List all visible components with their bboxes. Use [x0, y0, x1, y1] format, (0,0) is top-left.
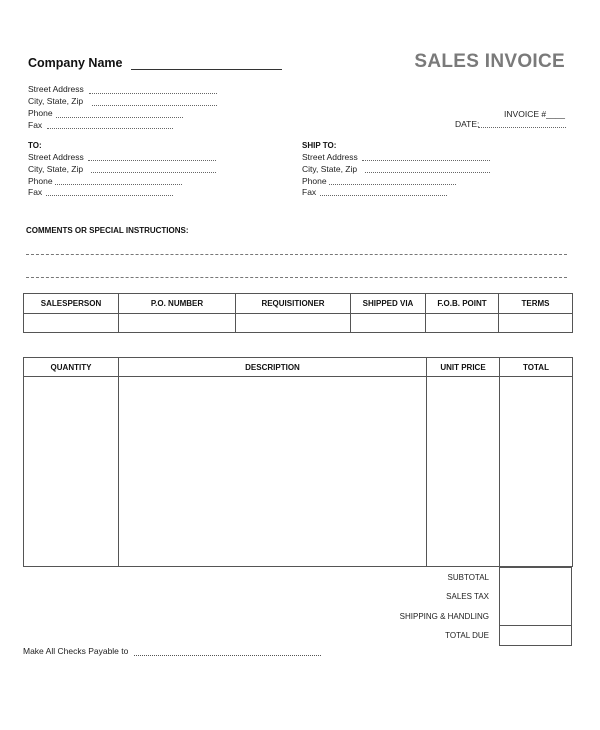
cell-salesperson[interactable] — [24, 314, 119, 333]
cell-description-column[interactable] — [119, 377, 427, 567]
total-due-label: TOTAL DUE — [445, 631, 489, 640]
header-fob-point: F.O.B. POINT — [426, 294, 499, 314]
date-label: DATE: — [455, 119, 480, 129]
header-total: TOTAL — [500, 358, 573, 377]
header-shipped-via: SHIPPED VIA — [351, 294, 426, 314]
company-city-label: City, State, Zip — [28, 96, 84, 106]
to-street-line[interactable] — [88, 160, 216, 161]
shipping-label: SHIPPING & HANDLING — [399, 612, 489, 621]
ship-to-street-label: Street Address — [302, 152, 358, 162]
header-terms: TERMS — [499, 294, 573, 314]
company-street-label: Street Address — [28, 84, 84, 94]
cell-shipped-via[interactable] — [351, 314, 426, 333]
cell-requisitioner[interactable] — [236, 314, 351, 333]
comments-line-1[interactable] — [26, 254, 567, 255]
to-city-line[interactable] — [91, 172, 216, 173]
total-due-divider — [499, 625, 572, 626]
company-fax-line[interactable] — [47, 128, 173, 129]
to-fax-line[interactable] — [46, 195, 173, 196]
ship-to-city-line[interactable] — [365, 172, 490, 173]
ship-to-heading: SHIP TO: — [302, 141, 337, 150]
comments-label: COMMENTS OR SPECIAL INSTRUCTIONS: — [26, 226, 189, 235]
ship-to-phone-label: Phone — [302, 176, 327, 186]
to-phone-line[interactable] — [55, 184, 182, 185]
summary-box[interactable] — [499, 567, 572, 646]
company-name-line[interactable] — [131, 69, 282, 70]
to-street-label: Street Address — [28, 152, 84, 162]
cell-fob-point[interactable] — [426, 314, 499, 333]
company-street-line[interactable] — [89, 93, 217, 94]
cell-quantity-column[interactable] — [24, 377, 119, 567]
date-line[interactable] — [478, 127, 566, 128]
header-description: DESCRIPTION — [119, 358, 427, 377]
company-fax-label: Fax — [28, 120, 43, 130]
ship-to-city-label: City, State, Zip — [302, 164, 358, 174]
company-city-line[interactable] — [92, 105, 217, 106]
to-phone-label: Phone — [28, 176, 53, 186]
cell-total-column[interactable] — [500, 377, 573, 567]
ship-to-street-line[interactable] — [362, 160, 490, 161]
ship-to-phone-line[interactable] — [329, 184, 456, 185]
company-name-label: Company Name — [28, 56, 123, 70]
to-fax-label: Fax — [28, 187, 43, 197]
comments-line-2[interactable] — [26, 277, 567, 278]
cell-po-number[interactable] — [119, 314, 236, 333]
header-requisitioner: REQUISITIONER — [236, 294, 351, 314]
subtotal-label: SUBTOTAL — [447, 573, 489, 582]
ship-to-fax-label: Fax — [302, 187, 317, 197]
company-phone-line[interactable] — [56, 117, 183, 118]
sales-tax-label: SALES TAX — [446, 592, 489, 601]
header-salesperson: SALESPERSON — [24, 294, 119, 314]
payable-to-label: Make All Checks Payable to — [23, 646, 129, 656]
invoice-number-label: INVOICE #____ — [504, 109, 565, 119]
cell-terms[interactable] — [499, 314, 573, 333]
payable-to-line[interactable] — [134, 655, 321, 656]
items-table — [23, 357, 573, 567]
company-phone-label: Phone — [28, 108, 53, 118]
header-unit-price: UNIT PRICE — [427, 358, 500, 377]
header-po-number: P.O. NUMBER — [119, 294, 236, 314]
cell-unit-price-column[interactable] — [427, 377, 500, 567]
invoice-title: SALES INVOICE — [414, 51, 565, 72]
to-heading: TO: — [28, 141, 42, 150]
to-city-label: City, State, Zip — [28, 164, 84, 174]
order-info-table — [23, 293, 573, 333]
ship-to-fax-line[interactable] — [320, 195, 447, 196]
header-quantity: QUANTITY — [24, 358, 119, 377]
